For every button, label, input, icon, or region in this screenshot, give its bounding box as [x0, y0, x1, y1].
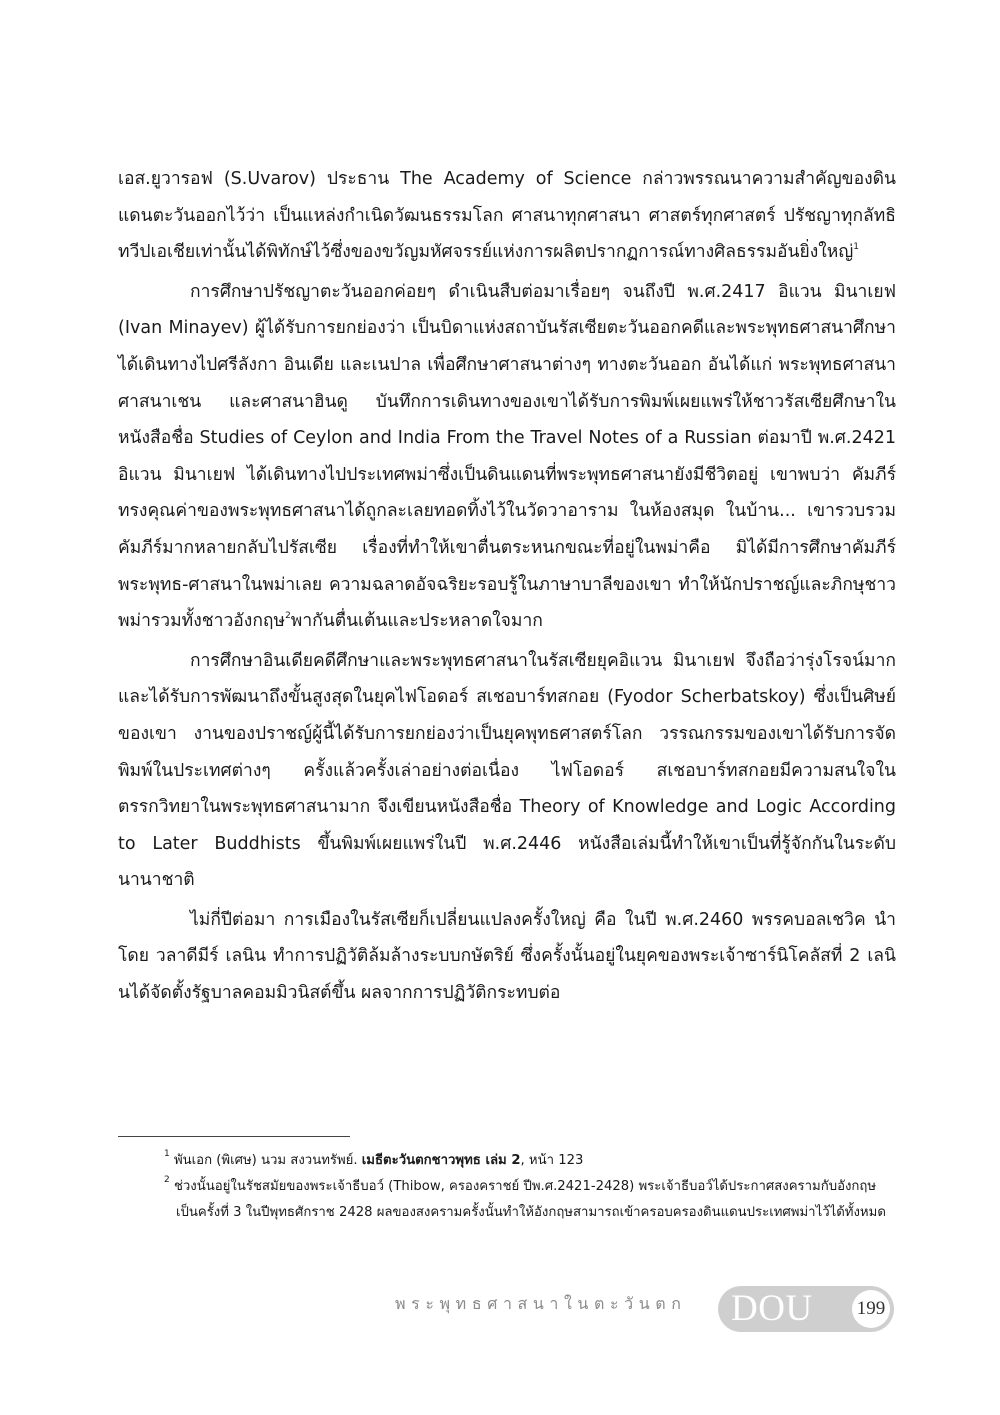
paragraph-1: เอส.ยูวารอฟ (S.Uvarov) ประธาน The Academy of Science กล่าวพรรณนาความสำคัญของดินแดนตะวันออกไว้ว่า เป็นแหล่งกำเนิดวัฒนธรรมโลก ศาสนาทุกศาสนา ศาสตร์ทุกศาสตร์ ปรัชญาทุกลัทธิ ทวีปเอเชียเท่านั้นได้พิทักษ์ไว้ซึ่งของขวัญมหัศจรรย์แห่งการผลิตปรากฏการณ์ทางศิลธรรมอันยิ่งใหญ่$^1$ [118, 169, 896, 263]
dou-logo-badge [718, 1286, 894, 1332]
footnote-1: $^1$ พันเอก (พิเศษ) นวม สงวนทรัพย์. เมธีตะวันตกชาวพุทธ เล่ม 2, หน้า 123 [164, 1149, 584, 1168]
footnote-2: $^2$ ช่วงนั้นอยู่ในรัชสมัยของพระเจ้าธีบอว์ (Thibow, ครองคราชย์ ปีพ.ศ.2421-2428) พระเจ้าธีบอว์ได้ประกาศสงครามกับอังกฤษเป็นครั้งที่ 3 ในปีพุทธศักราช 2428 ผลของสงครามครั้งนั้นทำให้อังกฤษสามารถเข้าครอบครองดินแดนประเทศพม่าไว้ได้ทั้งหมด [164, 1175, 886, 1220]
page-number: 199 [852, 1290, 890, 1328]
dou-logo: DOU [731, 1288, 813, 1329]
paragraph-2: การศึกษาปรัชญาตะวันออกค่อยๆ ดำเนินสืบต่อมาเรื่อยๆ จนถึงปี พ.ศ.2417 อิแวน มินาเยฟ (Ivan Minayev) ผู้ได้รับการยกย่องว่า เป็นบิดาแห่งสถาบันรัสเซียตะวันออกคดีและพระพุทธศาสนาศึกษา ได้เดินทางไปศรีลังกา อินเดีย และเนปาล เพื่อศึกษาศาสนาต่างๆ ทางตะวันออก อันได้แก่ พระพุทธศาสนา ศาสนาเชน และศาสนาฮินดู บันทึกการเดินทางของเขาได้รับการพิมพ์เผยแพร่ให้ชาวรัสเซียศึกษาในหนังสือชื่อ Studies of Ceylon and India From the Travel Notes of a Russian ต่อมาปี พ.ศ.2421 อิแวน มินาเยฟ ได้เดินทางไปประเทศพม่าซึ่งเป็นดินแดนที่พระพุทธศาสนายังมีชีวิตอยู่ เขาพบว่า คัมภีร์ทรงคุณค่าของพระพุทธศาสนาได้ถูกละเลยทอดทิ้งไว้ในวัดวาอาราม ในห้องสมุด ในบ้าน... เขารวบรวมคัมภีร์มากหลายกลับไปรัสเซีย เรื่องที่ทำให้เขาตื่นตระหนกขณะที่อยู่ในพม่าคือ มิได้มีการศึกษาคัมภีร์พระพุทธ-ศาสนาในพม่าเลย ความฉลาดอัจฉริยะรอบรู้ในภาษาบาลีของเขา ทำให้นักปราชญ์และภิกษุชาวพม่ารวมทั้งชาวอังกฤษ$^2$พากันตื่นเต้นและประหลาดใจมาก [118, 281, 896, 632]
paragraph-3: การศึกษาอินเดียคดีศึกษาและพระพุทธศาสนาในรัสเซียยุคอิแวน มินาเยฟ จึงถือว่ารุ่งโรจน์มาก และได้รับการพัฒนาถึงขั้นสูงสุดในยุคไฟโอดอร์ สเชอบาร์ทสกอย (Fyodor Scherbatskoy) ซึ่งเป็นศิษย์ของเขา งานของปราชญ์ผู้นี้ได้รับการยกย่องว่าเป็นยุคพุทธศาสตร์โลก วรรณกรรมของเขาได้รับการจัดพิมพ์ในประเทศต่างๆ ครั้งแล้วครั้งเล่าอย่างต่อเนื่อง ไฟโอดอร์ สเชอบาร์ทสกอยมีความสนใจในตรรกวิทยาในพระพุทธศาสนามาก จึงเขียนหนังสือชื่อ Theory of Knowledge and Logic According to Later Buddhists ขึ้นพิมพ์เผยแพร่ในปี พ.ศ.2446 หนังสือเล่มนี้ทำให้เขาเป็นที่รู้จักกันในระดับนานาชาติ [118, 650, 896, 891]
paragraph-4: ไม่กี่ปีต่อมา การเมืองในรัสเซียก็เปลี่ยนแปลงครั้งใหญ่ คือ ในปี พ.ศ.2460 พรรคบอลเชวิค นำโดย วลาดีมีร์ เลนิน ทำการปฏิวัติล้มล้างระบบกษัตริย์ ซึ่งครั้งนั้นอยู่ในยุคของพระเจ้าซาร์นิโคลัสที่ 2 เลนินได้จัดตั้งรัฐบาลคอมมิวนิสต์ขึ้น ผลจากการปฏิวัติกระทบต่อ [118, 909, 896, 1004]
footer-book-title: พระพุทธศาสนาในตะวันตก [395, 1294, 687, 1313]
footnote-ref-2[interactable]: 2 [285, 611, 291, 622]
footnote-ref-1[interactable]: 1 [853, 242, 859, 253]
footnote-divider [118, 1136, 350, 1137]
body-text [118, 161, 896, 1015]
footnotes [164, 1148, 896, 1226]
